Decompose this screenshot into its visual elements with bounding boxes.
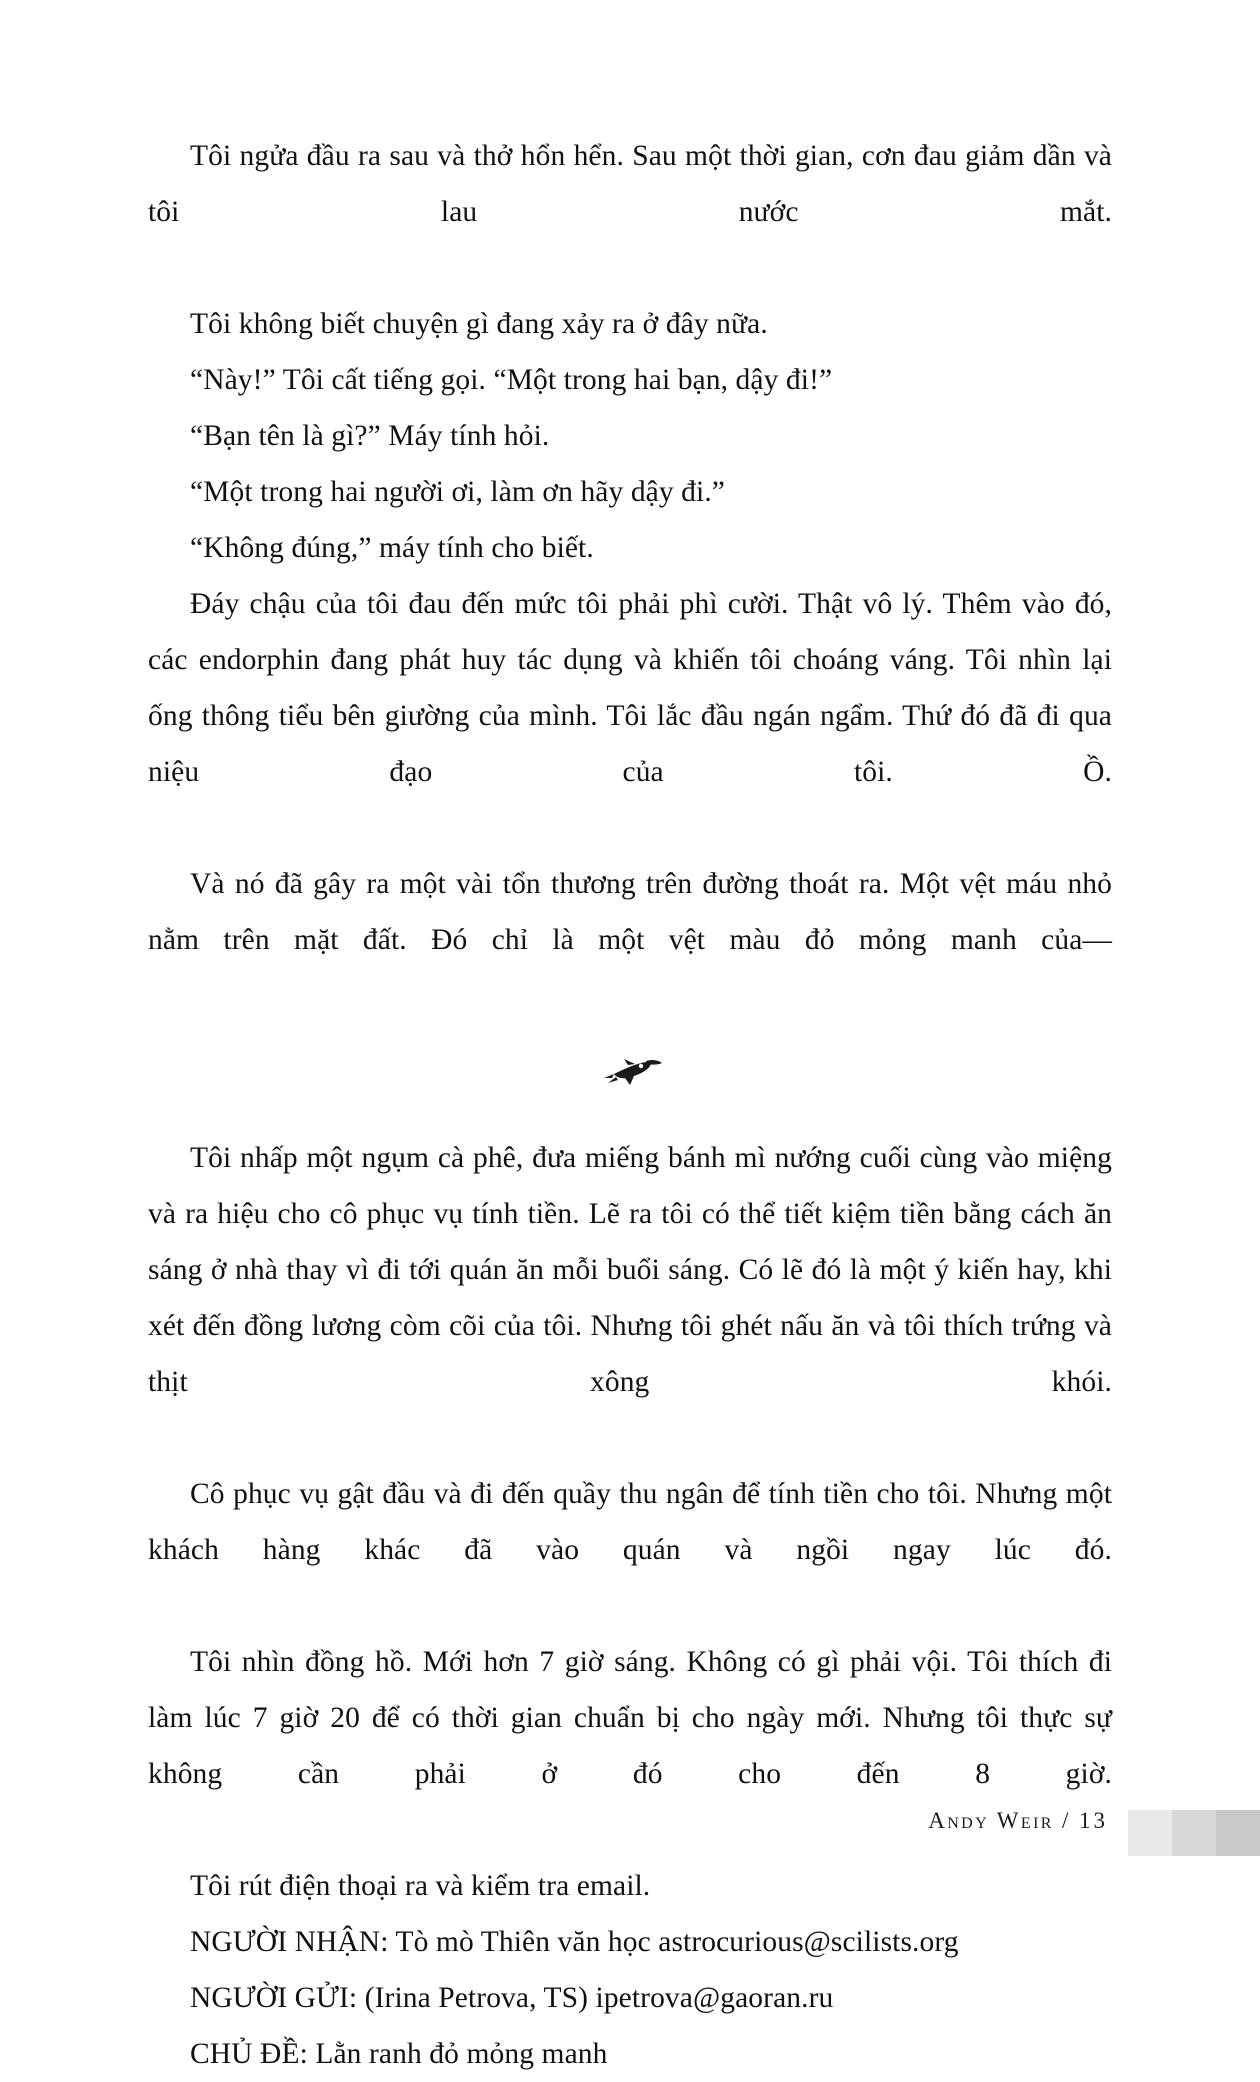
paragraph: Cô phục vụ gật đầu và đi đến quầy thu ngân để tính tiền cho tôi. Nhưng một khách hàng khác đã vào quán và ngồi ngay lúc đó. bbox=[148, 1478, 1112, 1566]
paragraph: Đáy chậu của tôi đau đến mức tôi phải phì cười. Thật vô lý. Thêm vào đó, các endorphin đang phát huy tác dụng và khiến tôi choáng váng. Tôi nhìn lại ống thông tiểu bên giường của mình. Tôi lắc đầu ngán ngẩm. Thứ đó đã đi qua niệu đạo của tôi. Ồ. bbox=[148, 588, 1112, 788]
paragraph: “Bạn tên là gì?” Máy tính hỏi. bbox=[190, 420, 550, 452]
deco-bar bbox=[1128, 1810, 1172, 1856]
paragraph: “Không đúng,” máy tính cho biết. bbox=[190, 532, 594, 564]
paragraph: Tôi ngửa đầu ra sau và thở hổn hển. Sau một thời gian, cơn đau giảm dần và tôi lau nước mắt. bbox=[148, 140, 1112, 228]
email-from-line: NGƯỜI GỬI: (Irina Petrova, TS) ipetrova@gaoran.ru bbox=[190, 1982, 834, 2014]
footer-label bbox=[928, 1808, 1108, 1834]
paragraph: Tôi không biết chuyện gì đang xảy ra ở đây nữa. bbox=[190, 308, 768, 340]
paragraph: “Một trong hai người ơi, làm ơn hãy dậy đi.” bbox=[190, 476, 725, 508]
footer-separator: / bbox=[1062, 1808, 1071, 1833]
email-header-block bbox=[148, 1914, 1112, 2082]
deco-bar bbox=[1172, 1810, 1216, 1856]
scene-divider bbox=[148, 1052, 1112, 1104]
page-body bbox=[148, 128, 1112, 2082]
rocket-icon bbox=[594, 1052, 666, 1097]
paragraph: Tôi nhấp một ngụm cà phê, đưa miếng bánh mì nướng cuối cùng vào miệng và ra hiệu cho cô phục vụ tính tiền. Lẽ ra tôi có thể tiết kiệm tiền bằng cách ăn sáng ở nhà thay vì đi tới quán ăn mỗi buổi sáng. Có lẽ đó là một ý kiến hay, khi xét đến đồng lương còm cõi của tôi. Nhưng tôi ghét nấu ăn và tôi thích trứng và thịt xông khói. bbox=[148, 1142, 1112, 1398]
paragraph: “Này!” Tôi cất tiếng gọi. “Một trong hai bạn, dậy đi!” bbox=[190, 364, 833, 396]
paragraph: Và nó đã gây ra một vài tổn thương trên đường thoát ra. Một vệt máu nhỏ nằm trên mặt đất. Đó chỉ là một vệt màu đỏ mỏng manh của— bbox=[148, 868, 1112, 956]
page-number: 13 bbox=[1079, 1808, 1108, 1833]
deco-bar bbox=[1216, 1810, 1260, 1856]
paragraph: Tôi rút điện thoại ra và kiểm tra email. bbox=[190, 1870, 651, 1902]
page-footer bbox=[0, 1808, 1260, 1868]
footer-decoration bbox=[1128, 1810, 1260, 1856]
paragraph: Tôi nhìn đồng hồ. Mới hơn 7 giờ sáng. Không có gì phải vội. Tôi thích đi làm lúc 7 giờ 20 để có thời gian chuẩn bị cho ngày mới. Nhưng tôi thực sự không cần phải ở đó cho đến 8 giờ. bbox=[148, 1646, 1112, 1790]
footer-author: Andy Weir bbox=[928, 1808, 1054, 1833]
email-subject-line: CHỦ ĐỀ: Lằn ranh đỏ mỏng manh bbox=[190, 2038, 608, 2070]
email-to-line: NGƯỜI NHẬN: Tò mò Thiên văn học astrocurious@scilists.org bbox=[190, 1926, 959, 1958]
